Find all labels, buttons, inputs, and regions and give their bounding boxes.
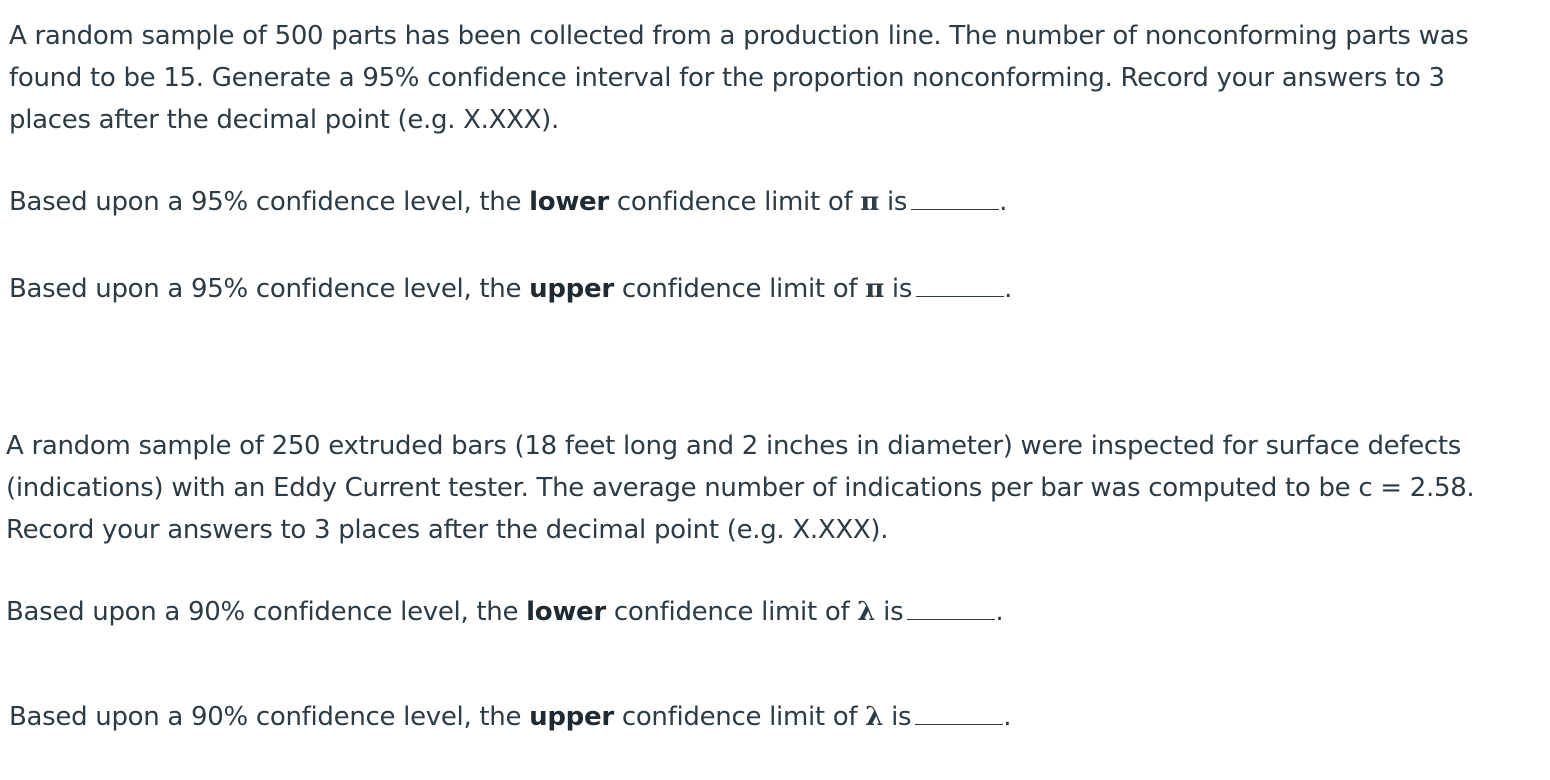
problem1-upper-question bbox=[9, 272, 1012, 306]
problem2-line-2: (indications) with an Eddy Current tester. The average number of indications per bar was computed to be c = 2.58. bbox=[6, 473, 1475, 503]
pi-symbol: π bbox=[865, 274, 884, 304]
question-end: . bbox=[1004, 274, 1013, 304]
answer-blank-problem1-lower[interactable] bbox=[911, 187, 999, 210]
question-suffix: is bbox=[883, 702, 912, 732]
question-end: . bbox=[1003, 702, 1012, 732]
question-keyword: lower bbox=[526, 597, 606, 627]
question-prefix: Based upon a 90% confidence level, the bbox=[9, 702, 530, 732]
answer-blank-problem1-upper[interactable] bbox=[916, 274, 1004, 297]
pi-symbol: π bbox=[860, 187, 879, 217]
problem2-lower-question bbox=[6, 595, 1003, 629]
lambda-symbol: λ bbox=[857, 597, 876, 627]
problem2-line-3: Record your answers to 3 places after the decimal point (e.g. X.XXX). bbox=[6, 515, 889, 545]
question-suffix: is bbox=[875, 597, 904, 627]
question-prefix: Based upon a 90% confidence level, the bbox=[6, 597, 527, 627]
answer-blank-problem2-lower[interactable] bbox=[907, 597, 995, 620]
question-end: . bbox=[999, 187, 1008, 217]
question-keyword: lower bbox=[529, 187, 609, 217]
problem1-line-1: A random sample of 500 parts has been collected from a production line. The number of nonconforming parts was bbox=[9, 21, 1469, 51]
problem2-upper-question bbox=[9, 700, 1011, 734]
problem1-line-2: found to be 15. Generate a 95% confidence interval for the proportion nonconforming. Record your answers to 3 bbox=[9, 63, 1445, 93]
question-suffix: is bbox=[883, 274, 913, 304]
problem2-statement bbox=[6, 425, 1474, 551]
problem1-lower-question bbox=[9, 185, 1007, 219]
question-prefix: Based upon a 95% confidence level, the bbox=[9, 187, 530, 217]
question-keyword: upper bbox=[529, 702, 614, 732]
problem2-line-1: A random sample of 250 extruded bars (18 feet long and 2 inches in diameter) were inspected for surface defects bbox=[6, 431, 1462, 461]
lambda-symbol: λ bbox=[865, 702, 884, 732]
question-end: . bbox=[995, 597, 1004, 627]
question-prefix: Based upon a 95% confidence level, the bbox=[9, 274, 530, 304]
problem1-line-3: places after the decimal point (e.g. X.XXX). bbox=[9, 105, 559, 135]
problem1-statement bbox=[9, 15, 1468, 141]
question-middle: confidence limit of bbox=[613, 274, 866, 304]
question-middle: confidence limit of bbox=[608, 187, 861, 217]
question-middle: confidence limit of bbox=[613, 702, 866, 732]
question-middle: confidence limit of bbox=[605, 597, 858, 627]
question-suffix: is bbox=[879, 187, 908, 217]
answer-blank-problem2-upper[interactable] bbox=[915, 702, 1003, 725]
question-keyword: upper bbox=[529, 274, 614, 304]
